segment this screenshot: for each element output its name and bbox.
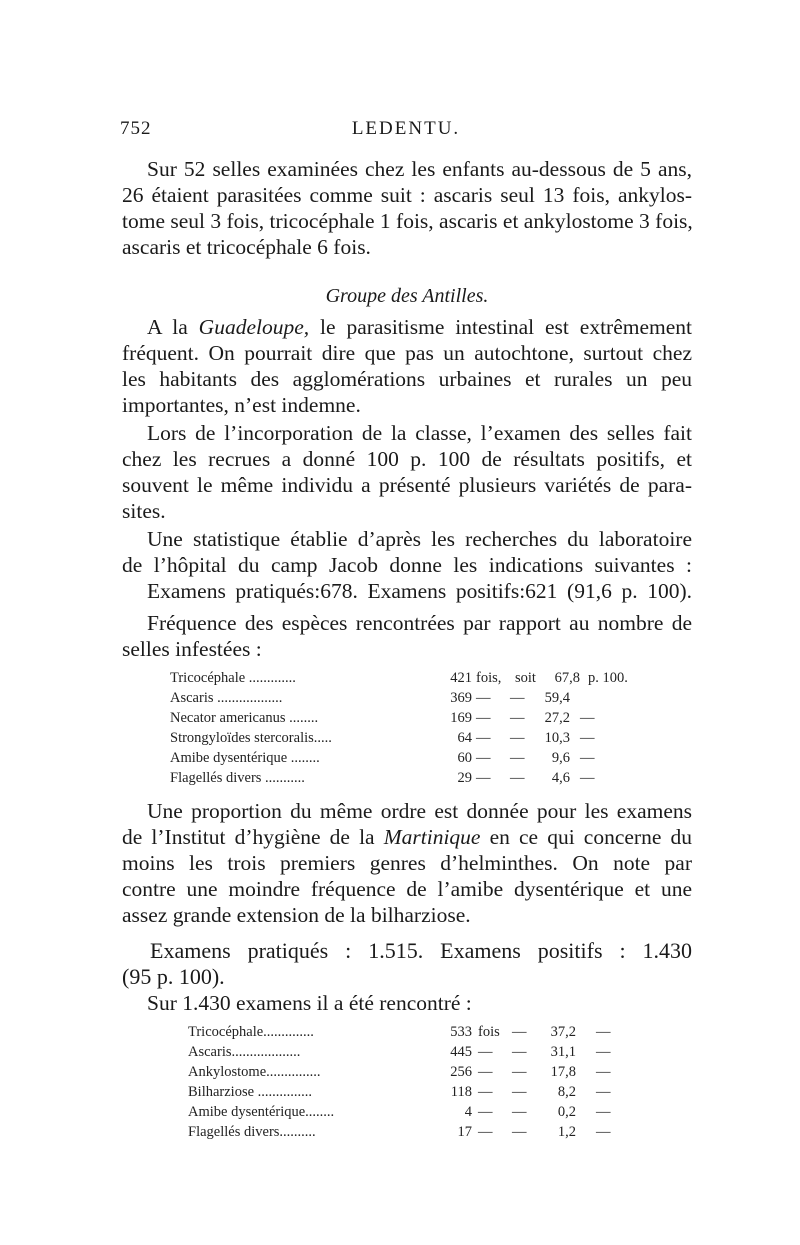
page-number: 752: [120, 118, 152, 139]
para3-line: sites.: [122, 499, 166, 523]
table-row: Amibe dysentérique........ 4 — — 0,2 —: [188, 1104, 611, 1120]
para6-line: contre une moindre fréquence de l’amibe dysentérique et une: [122, 877, 692, 901]
place-name: Guadeloupe,: [198, 315, 310, 339]
table-row: Bilharziose ............... 118 — — 8,2 —: [188, 1084, 611, 1100]
exam-summary-2: Examens pratiqués : 1.515. Examens positifs : 1.430: [150, 938, 692, 963]
frequency-table-2: [188, 1022, 688, 1142]
para6-line: de l’Institut d’hygiène de la Martinique en ce qui concerne du: [122, 825, 692, 849]
para7-line: Sur 1.430 examens il a été rencontré :: [147, 991, 472, 1015]
running-title: LEDENTU.: [351, 118, 461, 139]
section-title: Groupe des Antilles.: [325, 285, 489, 307]
para5-line: selles infestées :: [122, 637, 262, 661]
table-row: Tricocéphale ............. 421 fois, soit 67,8 p. 100.: [170, 670, 628, 686]
para6-line: assez grande extension de la bilharziose.: [122, 903, 471, 927]
table-row: Necator americanus ........ 169 — — 27,2 —: [170, 710, 595, 726]
table-row: Ankylostome............... 256 — — 17,8 —: [188, 1064, 611, 1080]
para6-line: Une proportion du même ordre est donnée pour les examens: [147, 799, 692, 823]
exam-summary-1: Examens pratiqués:678. Examens positifs:621 (91,6 p. 100).: [147, 579, 692, 603]
frequency-table-1: [170, 668, 670, 788]
para2-line: importantes, n’est indemne.: [122, 393, 361, 417]
para2-line: les habitants des agglomérations urbaines et rurales un peu: [122, 367, 692, 391]
page-header: [120, 118, 692, 144]
para3-line: souvent le même individu a présenté plusieurs variétés de para-: [122, 473, 692, 497]
table-row: Tricocéphale.............. 533 fois — 37,2 —: [188, 1024, 611, 1040]
para2-line: fréquent. On pourrait dire que pas un autochtone, surtout chez: [122, 341, 692, 365]
para1-line: 26 étaient parasitées comme suit : ascaris seul 13 fois, ankylos-: [122, 183, 692, 207]
para4-line: de l’hôpital du camp Jacob donne les indications suivantes :: [122, 553, 692, 577]
table-row: Flagellés divers ........... 29 — — 4,6 —: [170, 770, 595, 786]
para5-line: Fréquence des espèces rencontrées par rapport au nombre de: [147, 611, 692, 635]
table-row: Flagellés divers.......... 17 — — 1,2 —: [188, 1124, 611, 1140]
table-row: Ascaris .................. 369 — — 59,4: [170, 690, 570, 706]
table-row: Amibe dysentérique ........ 60 — — 9,6 —: [170, 750, 595, 766]
place-name: Martinique: [383, 825, 481, 849]
table-row: Ascaris................... 445 — — 31,1 —: [188, 1044, 611, 1060]
para2-line: A la Guadeloupe, le parasitisme intestinal est extrêmement: [147, 315, 693, 339]
para3-line: chez les recrues a donné 100 p. 100 de résultats positifs, et: [122, 447, 692, 471]
para1-line: ascaris et tricocéphale 6 fois.: [122, 235, 371, 259]
para1-line: Sur 52 selles examinées chez les enfants au-dessous de 5 ans,: [147, 157, 692, 181]
table-row: Strongyloïdes stercoralis..... 64 — — 10,3 —: [170, 730, 595, 746]
para4-line: Une statistique établie d’après les recherches du laboratoire: [147, 527, 692, 551]
para6-line: moins les trois premiers genres d’helminthes. On note par: [122, 851, 692, 875]
para1-line: tome seul 3 fois, tricocéphale 1 fois, ascaris et ankylostome 3 fois,: [122, 209, 693, 233]
exam-summary-2-cont: (95 p. 100).: [122, 964, 225, 989]
para3-line: Lors de l’incorporation de la classe, l’examen des selles fait: [147, 421, 692, 445]
